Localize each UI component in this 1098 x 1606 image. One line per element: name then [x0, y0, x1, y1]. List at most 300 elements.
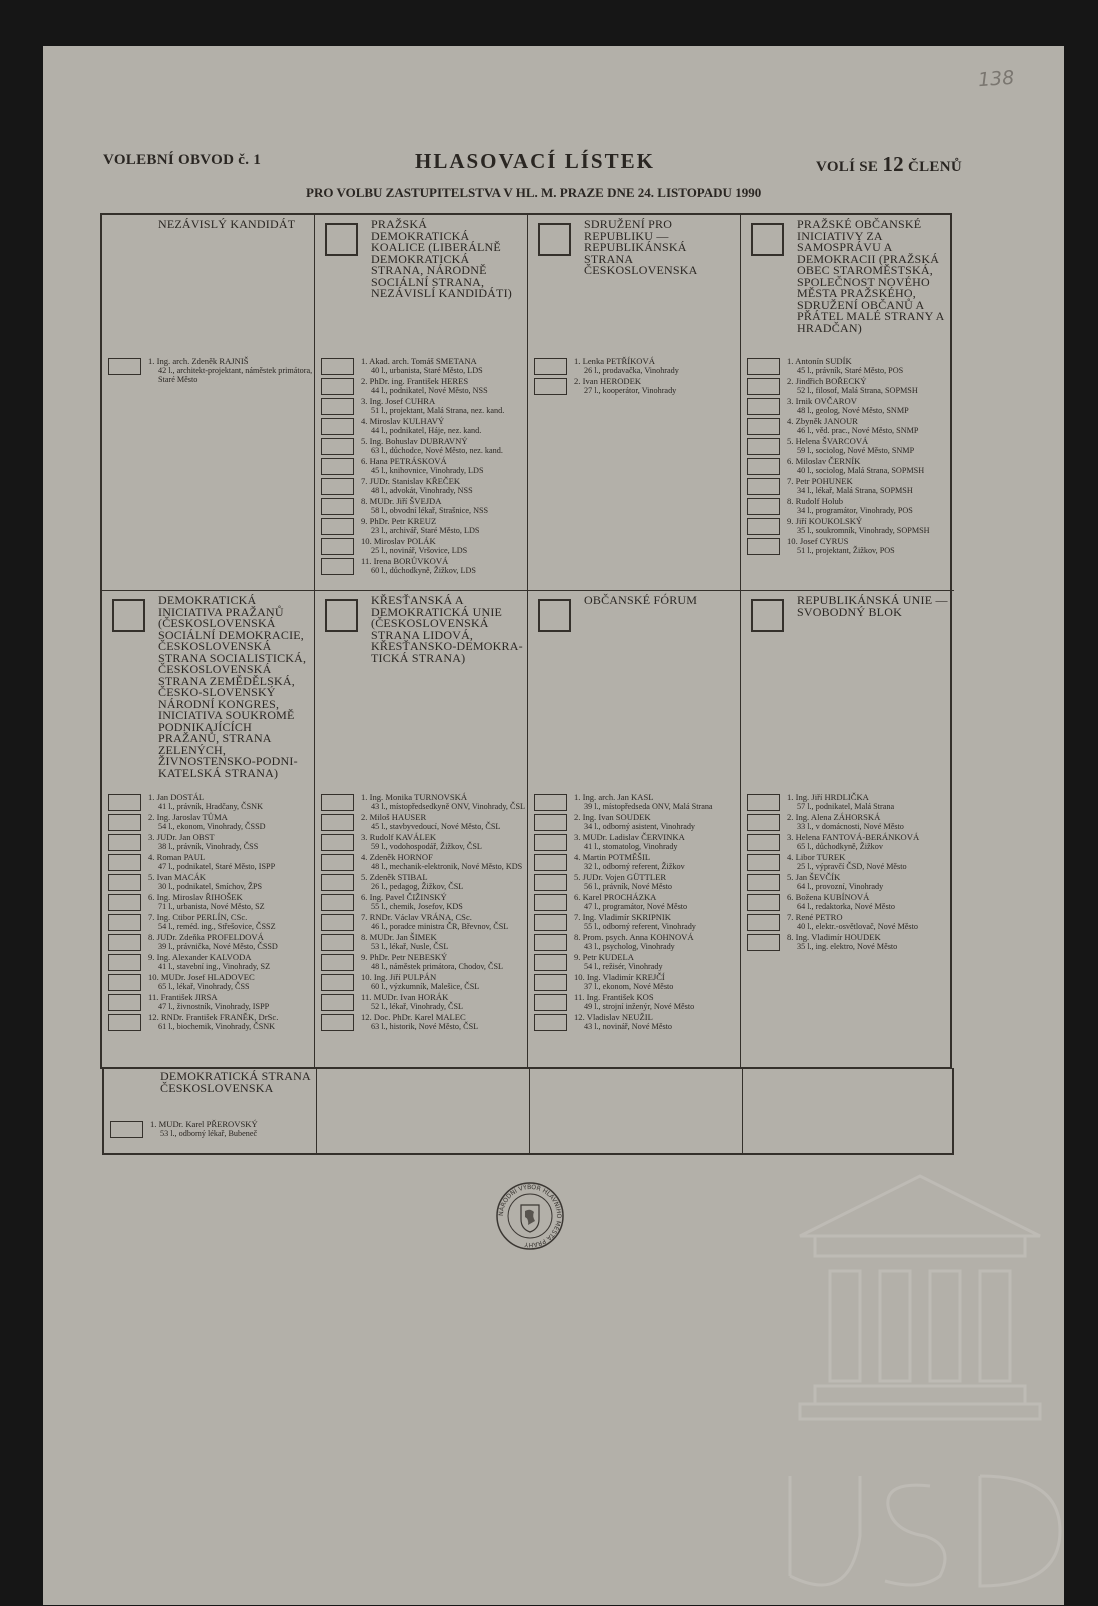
candidate-row [108, 873, 313, 893]
candidate-name: 8. Prom. psych. Anna KOHNOVÁ [574, 932, 694, 942]
candidate-checkbox[interactable] [747, 934, 780, 951]
candidate-checkbox[interactable] [108, 974, 141, 991]
candidate-checkbox[interactable] [534, 954, 567, 971]
candidate-name: 10. Ing. Jiří PULPÁN [361, 972, 437, 982]
candidate-row [747, 377, 952, 397]
candidate-name: 5. JUDr. Vojen GÜTTLER [574, 872, 667, 882]
candidate-name: 2. PhDr. ing. František HERES [361, 376, 469, 386]
candidate-text [361, 893, 527, 911]
candidate-details: 65 l., důchodkyně, Žižkov [797, 842, 883, 851]
candidate-row [534, 993, 739, 1013]
party-checkbox[interactable] [538, 599, 571, 632]
candidate-text [787, 417, 953, 435]
candidate-name: 5. Jan ŠEVČÍK [787, 872, 841, 882]
candidate-name: 6. Hana PETRÁSKOVÁ [361, 456, 447, 466]
candidate-row [321, 497, 526, 517]
candidate-name: 3. Rudolf KAVÁLEK [361, 832, 437, 842]
candidate-details: 34 l., programátor, Vinohrady, POS [797, 506, 913, 515]
candidate-checkbox[interactable] [321, 358, 354, 375]
candidate-checkbox[interactable] [321, 894, 354, 911]
candidate-text [574, 953, 740, 971]
candidate-name: 4. Zdeněk HORNOF [361, 852, 433, 862]
candidate-text [574, 873, 740, 891]
candidate-name: 10. MUDr. Josef HLADOVEC [148, 972, 255, 982]
candidate-checkbox[interactable] [747, 358, 780, 375]
candidate-text [787, 893, 953, 911]
candidate-row [534, 377, 739, 397]
candidate-list [747, 357, 952, 557]
candidate-checkbox[interactable] [321, 478, 354, 495]
candidate-row [747, 437, 952, 457]
candidate-checkbox[interactable] [321, 498, 354, 515]
candidate-details: 32 l., odborný referent, Žižkov [584, 862, 685, 871]
candidate-details: 27 l., kooperátor, Vinohrady [584, 386, 677, 395]
candidate-name: 1. Ing. Jiří HRDLIČKA [787, 792, 869, 802]
candidate-details: 59 l., sociolog, Nové Město, SNMP [797, 446, 915, 455]
candidate-checkbox[interactable] [108, 854, 141, 871]
candidate-text [361, 873, 527, 891]
ballot-subtitle: PRO VOLBU ZASTUPITELSTVA V HL. M. PRAZE DNE 24. LISTOPADU 1990 [306, 185, 762, 200]
candidate-text [574, 993, 740, 1011]
candidate-row [321, 457, 526, 477]
candidate-checkbox[interactable] [321, 854, 354, 871]
candidate-checkbox[interactable] [534, 914, 567, 931]
candidate-name: 9. Ing. Alexander KALVODA [148, 952, 252, 962]
candidate-name: 4. Roman PAUL [148, 852, 206, 862]
candidate-text [361, 913, 527, 931]
candidate-text [148, 833, 314, 851]
candidate-text [361, 417, 527, 435]
candidate-row [747, 537, 952, 557]
candidate-checkbox[interactable] [321, 1014, 354, 1031]
candidate-checkbox[interactable] [321, 814, 354, 831]
candidate-checkbox[interactable] [534, 974, 567, 991]
candidate-checkbox[interactable] [108, 994, 141, 1011]
candidate-name: 2. Miloš HAUSER [361, 812, 427, 822]
candidate-name: 11. František JIRSA [148, 992, 218, 1002]
candidate-text [574, 1013, 740, 1031]
candidate-details: 40 l., elektr.-osvětlovač, Nové Město [797, 922, 918, 931]
candidate-details: 61 l., biochemik, Vinohrady, ČSNK [158, 1022, 276, 1031]
candidate-checkbox[interactable] [321, 458, 354, 475]
candidate-row [321, 853, 526, 873]
candidate-details: 64 l., provozní, Vinohrady [797, 882, 884, 891]
candidate-row [108, 973, 313, 993]
handwritten-page-number: 138 [977, 66, 1015, 92]
candidate-name: 11. Irena BORŮVKOVÁ [361, 556, 449, 566]
party-cell [102, 591, 315, 1069]
candidate-text [574, 913, 740, 931]
candidate-text [787, 517, 953, 535]
candidate-text [787, 853, 953, 871]
candidate-details: 57 l., podnikatel, Malá Strana [797, 802, 895, 811]
candidate-checkbox[interactable] [534, 378, 567, 395]
candidate-text [148, 1013, 314, 1031]
empty-cell [530, 1068, 743, 1153]
candidate-row [534, 833, 739, 853]
candidate-row [108, 356, 313, 384]
candidate-row [321, 893, 526, 913]
ballot-sheet [43, 46, 1064, 1605]
party-cell [528, 591, 741, 1069]
candidate-text [787, 437, 953, 455]
candidate-details: 25 l., novinář, Vršovice, LDS [371, 546, 468, 555]
candidate-row [321, 933, 526, 953]
candidate-name: 12. Doc. PhDr. Karel MALEC [361, 1012, 466, 1022]
candidate-checkbox[interactable] [108, 814, 141, 831]
candidate-details: 45 l., knihovnice, Vinohrady, LDS [371, 466, 484, 475]
candidate-row [108, 993, 313, 1013]
candidate-name: 6. Ing. Miroslav ŘIHOŠEK [148, 892, 243, 902]
candidate-text [574, 813, 740, 831]
candidate-list [321, 357, 526, 577]
candidate-checkbox[interactable] [108, 914, 141, 931]
candidate-checkbox[interactable] [321, 538, 354, 555]
candidate-checkbox[interactable] [747, 458, 780, 475]
candidate-row [321, 557, 526, 577]
candidate-details: 55 l., chemik, Josefov, KDS [371, 902, 463, 911]
candidate-checkbox[interactable] [321, 874, 354, 891]
candidate-checkbox[interactable] [534, 894, 567, 911]
candidate-list [108, 356, 313, 384]
candidate-name: 8. JUDr. Zdeňka PROFELDOVÁ [148, 932, 264, 942]
candidate-row [108, 1013, 313, 1033]
svg-text:ÚSD: ÚSD [772, 1088, 775, 1089]
candidate-checkbox[interactable] [108, 794, 141, 811]
party-checkbox[interactable] [751, 599, 784, 632]
candidate-row [321, 477, 526, 497]
candidate-checkbox[interactable] [108, 834, 141, 851]
party-checkbox[interactable] [325, 223, 358, 256]
candidate-checkbox[interactable] [534, 994, 567, 1011]
party-cell-extra [104, 1068, 317, 1153]
candidate-text [148, 993, 314, 1011]
district-label: VOLEBNÍ OBVOD č. 1 [103, 152, 262, 168]
candidate-list [321, 793, 526, 1033]
candidate-list [534, 793, 739, 1033]
party-cell [315, 591, 528, 1069]
candidate-row [321, 437, 526, 457]
candidate-checkbox[interactable] [108, 894, 141, 911]
candidate-checkbox[interactable] [534, 1014, 567, 1031]
candidate-text [361, 397, 527, 415]
party-name: DEMOKRATICKÁ INICIATIVA PRAŽANŮ (ČESKOSLOVENSKÁ SOCIÁLNÍ DEMOKRACIE, ČESKOSLOVENSKÁ STRANA SOCIALISTICKÁ, ČESKOSLOVENSKÁ STRANA ZEMĚDĚLSKÁ, ČESKO-SLOVENSKÝ NÁRODNÍ KONGRES, INICIATIVA SOUKROMĚ PODNIKAJÍCÍCH PRAŽANŮ, STRANA ZELENÝCH, ŽIVNOSTENSKO-PODNI-KATELSKÁ STRANA) [158, 593, 307, 780]
party-checkbox[interactable] [751, 223, 784, 256]
candidate-checkbox[interactable] [534, 814, 567, 831]
candidate-details: 56 l., právník, Nové Město [584, 882, 673, 891]
candidate-name: 10. Ing. Vladimír KREJČÍ [574, 972, 665, 982]
candidate-row [321, 973, 526, 993]
candidate-row [321, 873, 526, 893]
candidate-details: 53 l., lékař, Nusle, ČSL [371, 942, 449, 951]
party-checkbox[interactable] [112, 599, 145, 632]
candidate-text [361, 497, 527, 515]
candidate-details: 54 l., reméd. ing., Střešovice, ČSSZ [158, 922, 276, 931]
candidate-checkbox[interactable] [321, 934, 354, 951]
candidate-checkbox[interactable] [747, 478, 780, 495]
candidate-text [574, 853, 740, 871]
candidate-row [747, 397, 952, 417]
candidate-row [534, 913, 739, 933]
candidate-name: 3. Irnik OVČAROV [787, 396, 857, 406]
candidate-checkbox[interactable] [747, 518, 780, 535]
candidate-row [747, 833, 952, 853]
candidate-text [361, 993, 527, 1011]
party-checkbox[interactable] [538, 223, 571, 256]
candidate-details: 51 l., projektant, Žižkov, POS [797, 546, 895, 555]
candidate-row [747, 517, 952, 537]
candidate-details: 54 l., režisér, Vinohrady [584, 962, 663, 971]
candidate-details: 59 l., vodohospodář, Žižkov, ČSL [371, 842, 482, 851]
candidate-details: 64 l., redaktorka, Nové Město [797, 902, 895, 911]
candidate-details: 30 l., podnikatel, Smíchov, ŽPS [158, 882, 263, 891]
candidate-details: 45 l., stavbyvedoucí, Nové Město, ČSL [371, 822, 501, 831]
candidate-checkbox[interactable] [747, 874, 780, 891]
party-cell [741, 591, 954, 1069]
candidate-details: 38 l., právník, Vinohrady, ČSS [158, 842, 259, 851]
candidate-name: 9. PhDr. Petr NEBESKÝ [361, 952, 448, 962]
candidate-checkbox[interactable] [108, 1014, 141, 1031]
candidate-name: 11. Ing. František KOS [574, 992, 654, 1002]
candidate-row [321, 1013, 526, 1033]
candidate-name: 6. Božena KUBÍNOVÁ [787, 892, 870, 902]
candidate-name: 2. Ing. Alena ZÁHORSKÁ [787, 812, 881, 822]
party-cell [528, 215, 741, 591]
candidate-name: 2. Jindřich BOŘECKÝ [787, 376, 867, 386]
candidate-details: 46 l., věd. prac., Nové Město, SNMP [797, 426, 919, 435]
candidate-row [534, 973, 739, 993]
candidate-text [148, 933, 314, 951]
candidate-name: 7. René PETRO [787, 912, 843, 922]
candidate-name: 3. MUDr. Ladislav ČERVINKA [574, 832, 685, 842]
candidate-checkbox[interactable] [321, 518, 354, 535]
candidate-row [321, 397, 526, 417]
candidate-details: 26 l., pedagog, Žižkov, ČSL [371, 882, 464, 891]
candidate-checkbox[interactable] [108, 934, 141, 951]
empty-cell [317, 1068, 530, 1153]
candidate-details: 48 l., advokát, Vinohrady, NSS [371, 486, 473, 495]
usd-watermark-logo [770, 1086, 1070, 1606]
candidate-checkbox[interactable] [747, 438, 780, 455]
candidate-details: 58 l., obvodní lékař, Strašnice, NSS [371, 506, 489, 515]
candidate-text [148, 893, 314, 911]
candidate-checkbox[interactable] [747, 894, 780, 911]
candidate-checkbox[interactable] [321, 794, 354, 811]
candidate-text [148, 913, 314, 931]
candidate-name: 1. Antonín SUDÍK [787, 356, 852, 366]
candidate-row [747, 497, 952, 517]
candidate-checkbox[interactable] [747, 834, 780, 851]
candidate-text [361, 517, 527, 535]
candidate-name: 11. MUDr. Ivan HORÁK [361, 992, 449, 1002]
candidate-checkbox[interactable] [534, 358, 567, 375]
party-name: KŘESŤANSKÁ A DEMOKRATICKÁ UNIE (ČESKOSLOVENSKÁ STRANA LIDOVÁ, KŘESŤANSKO-DEMOKRA-TICKÁ STRANA) [371, 593, 523, 665]
candidate-name: 5. Zdeněk STIBAL [361, 872, 428, 882]
candidate-text [574, 377, 740, 395]
candidate-name: 7. Ing. Ctibor PERLÍN, CSc. [148, 912, 248, 922]
candidate-checkbox[interactable] [747, 794, 780, 811]
candidate-name: 2. Ivan HERODEK [574, 376, 642, 386]
candidate-name: 6. Karel PROCHÁZKA [574, 892, 657, 902]
candidate-checkbox[interactable] [321, 418, 354, 435]
candidate-text [361, 933, 527, 951]
candidate-row [321, 953, 526, 973]
candidate-name: 1. MUDr. Karel PŘEROVSKÝ [150, 1119, 258, 1129]
candidate-checkbox[interactable] [534, 834, 567, 851]
ballot-title: HLASOVACÍ LÍSTEK [415, 149, 655, 173]
candidate-row [747, 793, 952, 813]
candidate-checkbox[interactable] [321, 558, 354, 575]
candidate-checkbox[interactable] [321, 914, 354, 931]
candidate-row [321, 517, 526, 537]
candidate-name: 5. Ivan MACÁK [148, 872, 207, 882]
candidate-text [150, 1120, 316, 1138]
candidate-name: 3. JUDr. Jan OBST [148, 832, 215, 842]
candidate-details: 33 l., v domácnosti, Nové Město [797, 822, 904, 831]
candidate-details: 44 l., podnikatel, Háje, nez. kand. [371, 426, 482, 435]
candidate-text [574, 793, 740, 811]
party-name: DEMOKRATICKÁ STRANA ČESKOSLOVENSKA [160, 1069, 311, 1095]
candidate-details: 44 l., podnikatel, Nové Město, NSS [371, 386, 488, 395]
candidate-row [747, 457, 952, 477]
candidate-details: 43 l., místopředsedkyně ONV, Vinohrady, ČSL [371, 802, 525, 811]
candidate-row [534, 933, 739, 953]
candidate-checkbox[interactable] [534, 874, 567, 891]
candidate-details: 51 l., projektant, Malá Strana, nez. kand. [371, 406, 505, 415]
candidate-row [534, 953, 739, 973]
party-name: OBČANSKÉ FÓRUM [584, 593, 698, 607]
elects-prefix: VOLÍ SE [816, 159, 879, 175]
candidate-checkbox[interactable] [108, 874, 141, 891]
candidate-text [361, 833, 527, 851]
candidate-details: 39 l., právnička, Nové Město, ČSSD [158, 942, 278, 951]
candidate-details: 46 l., poradce ministra ČR, Břevnov, ČSL [371, 922, 509, 931]
candidate-checkbox[interactable] [747, 378, 780, 395]
candidate-row [747, 913, 952, 933]
candidate-checkbox[interactable] [321, 834, 354, 851]
candidate-text [361, 557, 527, 575]
candidate-name: 8. MUDr. Jan ŠIMEK [361, 932, 437, 942]
party-name: REPUBLIKÁNSKÁ UNIE — SVOBODNÝ BLOK [797, 593, 948, 619]
candidate-row [108, 793, 313, 813]
candidate-details: 39 l., místopředseda ONV, Malá Strana [584, 802, 713, 811]
candidate-row [747, 893, 952, 913]
candidate-text [361, 953, 527, 971]
candidate-name: 12. Vladislav NEUŽIL [574, 1012, 653, 1022]
candidate-list [110, 1120, 315, 1140]
candidate-row [321, 793, 526, 813]
candidate-text [361, 477, 527, 495]
candidate-text [787, 497, 953, 515]
candidate-name: 1. Ing. arch. Jan KASL [574, 792, 654, 802]
candidate-details: 71 l., urbanista, Nové Město, SZ [158, 902, 265, 911]
candidate-name: 9. Petr KUDELA [574, 952, 634, 962]
candidate-row [321, 993, 526, 1013]
candidate-checkbox[interactable] [321, 994, 354, 1011]
candidate-checkbox[interactable] [110, 1121, 143, 1138]
candidate-details: 55 l., odborný referent, Vinohrady [584, 922, 696, 931]
candidate-details: 63 l., důchodce, Nové Město, nez. kand. [371, 446, 503, 455]
candidate-checkbox[interactable] [321, 378, 354, 395]
candidate-checkbox[interactable] [747, 418, 780, 435]
candidate-checkbox[interactable] [321, 398, 354, 415]
candidate-checkbox[interactable] [534, 854, 567, 871]
candidate-text [787, 377, 953, 395]
candidate-text [787, 913, 953, 931]
candidate-name: 9. PhDr. Petr KREUZ [361, 516, 437, 526]
candidate-details: 43 l., novinář, Nové Město [584, 1022, 673, 1031]
candidate-checkbox[interactable] [747, 538, 780, 555]
candidate-text [787, 933, 953, 951]
candidate-checkbox[interactable] [321, 974, 354, 991]
candidate-checkbox[interactable] [534, 934, 567, 951]
candidate-text [361, 377, 527, 395]
candidate-name: 12. RNDr. František FRANĚK, DrSc. [148, 1012, 279, 1022]
candidate-text [574, 833, 740, 851]
candidate-details: 37 l., ekonom, Nové Město [584, 982, 674, 991]
candidate-row [321, 537, 526, 557]
candidate-text [787, 357, 953, 375]
candidate-checkbox[interactable] [108, 358, 141, 375]
candidate-text [361, 457, 527, 475]
candidate-checkbox[interactable] [321, 954, 354, 971]
candidate-row [747, 357, 952, 377]
candidate-name: 7. Petr POHUNEK [787, 476, 853, 486]
candidate-details: 48 l., mechanik-elektronik, Nové Město, KDS [371, 862, 523, 871]
candidate-list [747, 793, 952, 953]
candidate-name: 6. Miloslav ČERNÍK [787, 456, 861, 466]
candidate-checkbox[interactable] [747, 398, 780, 415]
candidate-details: 54 l., ekonom, Vinohrady, ČSSD [158, 822, 266, 831]
candidate-details: 63 l., historik, Nové Město, ČSL [371, 1022, 479, 1031]
candidate-checkbox[interactable] [747, 498, 780, 515]
candidate-details: 52 l., lékař, Vinohrady, ČSL [371, 1002, 464, 1011]
candidate-details: 41 l., právník, Hradčany, ČSNK [158, 802, 263, 811]
candidate-row [108, 953, 313, 973]
candidate-details: 43 l., psycholog, Vinohrady [584, 942, 675, 951]
candidate-details: 60 l., důchodkyně, Žižkov, LDS [371, 566, 476, 575]
candidate-row [747, 933, 952, 953]
candidate-row [108, 913, 313, 933]
candidate-name: 2. Ing. Jaroslav TŮMA [148, 812, 228, 822]
candidate-name: 8. Ing. Vladimír HOUDEK [787, 932, 881, 942]
candidate-name: 3. Helena FANTOVÁ-BERÁNKOVÁ [787, 832, 920, 842]
candidate-checkbox[interactable] [747, 914, 780, 931]
candidate-details: 45 l., právník, Staré Město, POS [797, 366, 904, 375]
candidate-checkbox[interactable] [108, 954, 141, 971]
candidate-details: 53 l., odborný lékař, Bubeneč [160, 1129, 258, 1138]
candidate-text [787, 397, 953, 415]
candidate-details: 65 l., lékař, Vinohrady, ČSS [158, 982, 250, 991]
candidate-text [787, 477, 953, 495]
candidate-checkbox[interactable] [747, 854, 780, 871]
candidate-row [534, 873, 739, 893]
candidate-text [361, 813, 527, 831]
candidate-checkbox[interactable] [534, 794, 567, 811]
candidate-name: 5. Helena ŠVARCOVÁ [787, 436, 869, 446]
candidate-row [321, 913, 526, 933]
candidate-name: 2. Ing. Ivan SOUDEK [574, 812, 651, 822]
candidate-text [148, 357, 314, 384]
party-checkbox[interactable] [325, 599, 358, 632]
candidate-row [534, 813, 739, 833]
candidate-row [534, 853, 739, 873]
candidate-row [321, 417, 526, 437]
candidate-row [747, 813, 952, 833]
candidate-name: 1. Lenka PETŘÍKOVÁ [574, 356, 655, 366]
candidate-checkbox[interactable] [321, 438, 354, 455]
candidate-checkbox[interactable] [747, 814, 780, 831]
